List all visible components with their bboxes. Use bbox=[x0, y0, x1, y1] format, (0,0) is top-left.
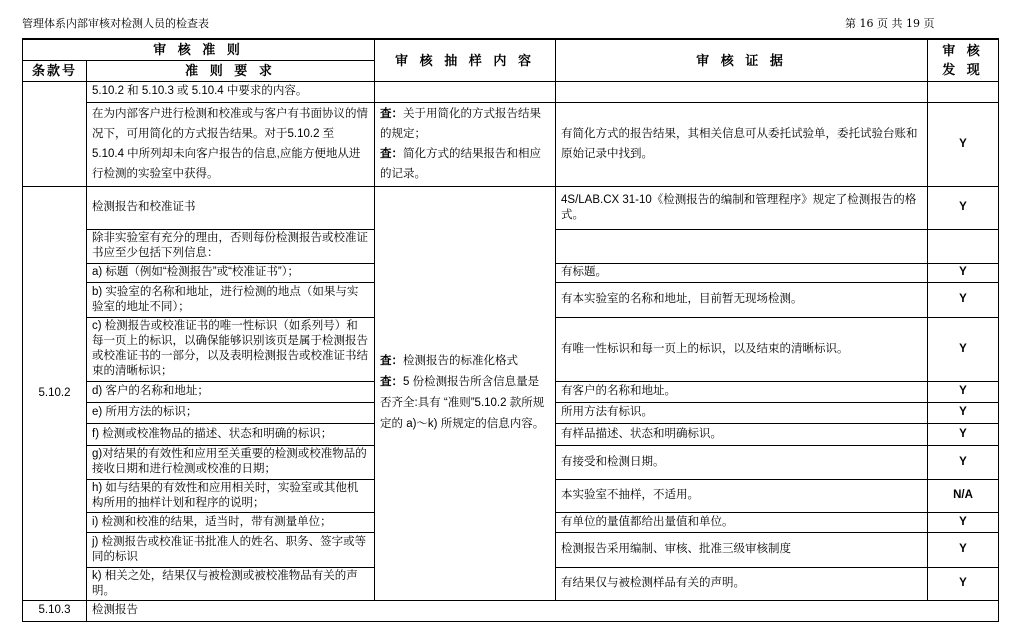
header-requirement: 准 则 要 求 bbox=[87, 60, 375, 81]
sampling-text: 5 份检测报告所含信息量是否齐全:具有 “准则”5.10.2 款所规定的 a)～k) 所规定的信息内容。 bbox=[380, 376, 545, 430]
finding-cell: Y bbox=[928, 445, 999, 479]
sampling-text: 检测报告的标准化格式 bbox=[403, 355, 518, 367]
finding-cell: Y bbox=[928, 567, 999, 600]
clause-cell: 5.10.3 bbox=[23, 600, 87, 621]
requirement-cell: 除非实验室有充分的理由，否则每份检测报告或校准证书应至少包括下列信息： bbox=[87, 229, 375, 263]
evidence-cell bbox=[556, 81, 928, 102]
requirement-cell: 在为内部客户进行检测和校准或与客户有书面协议的情况下，可用简化的方式报告结果。对于5.10.2 至 5.10.4 中所列却未向客户报告的信息,应能方便地从进行检测的实验室中获得。 bbox=[87, 102, 375, 186]
sampling-item bbox=[380, 144, 550, 184]
evidence-cell: 有结果仅与被检测样品有关的声明。 bbox=[556, 567, 928, 600]
evidence-cell: 有本实验室的名称和地址，目前暂无现场检测。 bbox=[556, 282, 928, 317]
finding-cell bbox=[928, 229, 999, 263]
requirement-cell: g)对结果的有效性和应用至关重要的检测或校准物品的接收日期和进行检测或校准的日期； bbox=[87, 445, 375, 479]
requirement-cell: e) 所用方法的标识； bbox=[87, 402, 375, 423]
header-sampling-content: 审 核 抽 样 内 容 bbox=[375, 39, 556, 81]
evidence-cell: 有简化方式的报告结果，其相关信息可从委托试验单，委托试验台账和原始记录中找到。 bbox=[556, 102, 928, 186]
evidence-cell: 有接受和检测日期。 bbox=[556, 445, 928, 479]
requirement-cell: 检测报告和校准证书 bbox=[87, 186, 375, 229]
sampling-label: 查： bbox=[380, 376, 403, 388]
sampling-cell bbox=[375, 186, 556, 600]
requirement-cell: k) 相关之处，结果仅与被检测或被校准物品有关的声明。 bbox=[87, 567, 375, 600]
finding-cell: Y bbox=[928, 423, 999, 445]
table-row bbox=[23, 186, 999, 229]
finding-cell: Y bbox=[928, 282, 999, 317]
finding-cell: Y bbox=[928, 263, 999, 282]
requirement-cell: h) 如与结果的有效性和应用相关时，实验室或其他机构所用的抽样计划和程序的说明； bbox=[87, 479, 375, 512]
finding-cell: Y bbox=[928, 532, 999, 567]
sampling-cell bbox=[375, 102, 556, 186]
sampling-cell bbox=[375, 81, 556, 102]
finding-cell: Y bbox=[928, 402, 999, 423]
sampling-item bbox=[380, 372, 550, 435]
header-clause-number: 条款号 bbox=[23, 60, 87, 81]
evidence-cell: 有标题。 bbox=[556, 263, 928, 282]
sampling-label: 查： bbox=[380, 148, 403, 160]
header-audit-finding-line2: 发 现 bbox=[942, 62, 984, 78]
clause-cell: 5.10.2 bbox=[23, 186, 87, 600]
finding-cell: Y bbox=[928, 381, 999, 402]
sampling-text: 关于用简化的方式报告结果的规定； bbox=[380, 108, 541, 140]
evidence-cell: 4S/LAB.CX 31-10《检测报告的编制和管理程序》规定了检测报告的格式。 bbox=[556, 186, 928, 229]
evidence-cell bbox=[556, 229, 928, 263]
audit-checklist-table bbox=[22, 38, 999, 622]
finding-cell: Y bbox=[928, 317, 999, 381]
evidence-cell: 本实验室不抽样，不适用。 bbox=[556, 479, 928, 512]
evidence-cell: 有唯一性标识和每一页上的标识，以及结束的清晰标识。 bbox=[556, 317, 928, 381]
table-row bbox=[23, 102, 999, 186]
finding-cell bbox=[928, 81, 999, 102]
evidence-cell: 检测报告采用编制、审核、批准三级审核制度 bbox=[556, 532, 928, 567]
clause-cell bbox=[23, 81, 87, 186]
sampling-item bbox=[380, 104, 550, 144]
evidence-cell: 有单位的量值都给出量值和单位。 bbox=[556, 512, 928, 532]
requirement-cell: a) 标题（例如“检测报告”或“校准证书”）； bbox=[87, 263, 375, 282]
sampling-text: 简化方式的结果报告和相应的记录。 bbox=[380, 148, 541, 180]
table-row bbox=[23, 600, 999, 621]
header-audit-criteria: 审 核 准 则 bbox=[23, 39, 375, 60]
requirement-cell: c) 检测报告或校准证书的唯一性标识（如系列号）和每一页上的标识，以确保能够识别该页是属于检测报告或校准证书的一部分，以及表明检测报告或校准证书结束的清晰标识； bbox=[87, 317, 375, 381]
finding-cell: Y bbox=[928, 186, 999, 229]
header-audit-finding bbox=[928, 39, 999, 81]
sampling-item bbox=[380, 351, 550, 372]
requirement-cell: 5.10.2 和 5.10.3 或 5.10.4 中要求的内容。 bbox=[87, 81, 375, 102]
finding-cell: N/A bbox=[928, 479, 999, 512]
finding-cell: Y bbox=[928, 102, 999, 186]
header-audit-evidence: 审 核 证 据 bbox=[556, 39, 928, 81]
sampling-label: 查： bbox=[380, 108, 403, 120]
header-row bbox=[23, 39, 999, 60]
page-number: 第 16 页 共 19 页 bbox=[845, 17, 935, 30]
document-title: 管理体系内部审核对检测人员的检查表 bbox=[22, 17, 209, 30]
requirement-cell: i) 检测和校准的结果，适当时，带有测量单位； bbox=[87, 512, 375, 532]
evidence-cell: 有样品描述、状态和明确标识。 bbox=[556, 423, 928, 445]
sampling-label: 查： bbox=[380, 355, 403, 367]
evidence-cell: 所用方法有标识。 bbox=[556, 402, 928, 423]
requirement-cell: j) 检测报告或校准证书批准人的姓名、职务、签字或等同的标识 bbox=[87, 532, 375, 567]
finding-cell: Y bbox=[928, 512, 999, 532]
requirement-cell: b) 实验室的名称和地址，进行检测的地点（如果与实验室的地址不同）； bbox=[87, 282, 375, 317]
requirement-cell: 检测报告 bbox=[87, 600, 999, 621]
table-row bbox=[23, 81, 999, 102]
requirement-cell: d) 客户的名称和地址； bbox=[87, 381, 375, 402]
evidence-cell: 有客户的名称和地址。 bbox=[556, 381, 928, 402]
header-audit-finding-line1: 审 核 bbox=[942, 43, 984, 59]
requirement-cell: f) 检测或校准物品的描述、状态和明确的标识； bbox=[87, 423, 375, 445]
